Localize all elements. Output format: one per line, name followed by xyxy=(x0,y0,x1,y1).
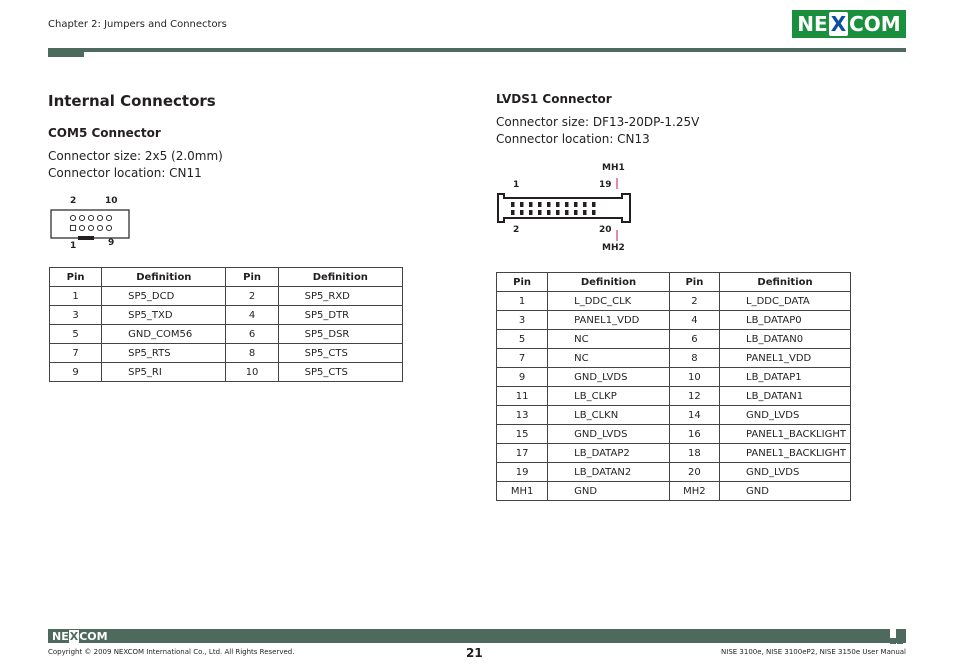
table-row xyxy=(50,325,403,344)
definition-cell: LB_DATAN0 xyxy=(720,330,851,349)
definition-cell: SP5_RXD xyxy=(278,287,402,306)
definition-cell: LB_DATAN2 xyxy=(548,463,670,482)
lvds1-title: LVDS1 Connector xyxy=(496,92,612,106)
table-row xyxy=(497,387,851,406)
com5-location: Connector location: CN11 xyxy=(48,166,202,180)
table-row xyxy=(497,444,851,463)
table-header-row xyxy=(50,268,403,287)
pin-number-cell: 4 xyxy=(669,311,719,330)
lvds1-pin-label-2: 2 xyxy=(513,225,520,235)
column-header: Pin xyxy=(50,268,102,287)
table-row xyxy=(497,292,851,311)
pin-number-cell: 2 xyxy=(226,287,278,306)
pin-number-cell: 5 xyxy=(50,325,102,344)
definition-cell: LB_DATAP2 xyxy=(548,444,670,463)
lvds1-mh2-label: MH2 xyxy=(602,243,625,253)
pin-number-cell: 14 xyxy=(669,406,719,425)
com5-size: Connector size: 2x5 (2.0mm) xyxy=(48,149,223,163)
page-title: Internal Connectors xyxy=(48,92,216,110)
com5-info xyxy=(48,148,223,182)
chapter-title: Chapter 2: Jumpers and Connectors xyxy=(48,19,227,30)
lvds1-location: Connector location: CN13 xyxy=(496,132,650,146)
lvds1-pin-label-20: 20 xyxy=(599,225,612,235)
definition-cell: GND xyxy=(548,482,670,501)
pin-number-cell: 8 xyxy=(669,349,719,368)
column-header: Pin xyxy=(497,273,548,292)
pin-number-cell: 11 xyxy=(497,387,548,406)
column-header: Definition xyxy=(720,273,851,292)
pin-number-cell: 10 xyxy=(669,368,719,387)
corner-mark-icon xyxy=(890,628,906,644)
column-header: Pin xyxy=(669,273,719,292)
pin-number-cell: 8 xyxy=(226,344,278,363)
definition-cell: GND_LVDS xyxy=(548,425,670,444)
com5-pin-label-10: 10 xyxy=(105,196,118,206)
definition-cell: PANEL1_VDD xyxy=(548,311,670,330)
copyright-text: Copyright © 2009 NEXCOM International Co., Ltd. All Rights Reserved. xyxy=(48,648,295,656)
com5-pin-label-2: 2 xyxy=(70,196,77,206)
definition-cell: L_DDC_DATA xyxy=(720,292,851,311)
pin-number-cell: 3 xyxy=(50,306,102,325)
pin-number-cell: 6 xyxy=(226,325,278,344)
pin-number-cell: 10 xyxy=(226,363,278,382)
definition-cell: SP5_DSR xyxy=(278,325,402,344)
table-header-row xyxy=(497,273,851,292)
lvds1-info xyxy=(496,114,699,148)
com5-pin-label-1: 1 xyxy=(70,241,77,251)
pin-number-cell: 15 xyxy=(497,425,548,444)
lvds1-pin-label-1: 1 xyxy=(513,180,520,190)
footer-bar xyxy=(48,629,906,643)
pin-number-cell: 7 xyxy=(497,349,548,368)
footer-logo: NEXCOM xyxy=(52,630,108,643)
definition-cell: PANEL1_VDD xyxy=(720,349,851,368)
definition-cell: LB_CLKP xyxy=(548,387,670,406)
pin-number-cell: 12 xyxy=(669,387,719,406)
pin-number-cell: 3 xyxy=(497,311,548,330)
definition-cell: GND_LVDS xyxy=(548,368,670,387)
column-header: Definition xyxy=(102,268,226,287)
definition-cell: GND_COM56 xyxy=(102,325,226,344)
definition-cell: GND_LVDS xyxy=(720,406,851,425)
pin-number-cell: 9 xyxy=(497,368,548,387)
definition-cell: LB_DATAP0 xyxy=(720,311,851,330)
nexcom-logo: NE X COM xyxy=(792,10,906,38)
table-row xyxy=(50,306,403,325)
definition-cell: PANEL1_BACKLIGHT xyxy=(720,444,851,463)
definition-cell: GND xyxy=(720,482,851,501)
column-header: Pin xyxy=(226,268,278,287)
lvds1-size: Connector size: DF13-20DP-1.25V xyxy=(496,115,700,129)
com5-title: COM5 Connector xyxy=(48,126,161,140)
pin-number-cell: 2 xyxy=(669,292,719,311)
header-tab xyxy=(48,48,84,57)
lvds1-pin-table xyxy=(496,272,851,501)
pin-number-cell: 17 xyxy=(497,444,548,463)
pin-number-cell: 18 xyxy=(669,444,719,463)
definition-cell: PANEL1_BACKLIGHT xyxy=(720,425,851,444)
page-number: 21 xyxy=(466,646,483,660)
definition-cell: L_DDC_CLK xyxy=(548,292,670,311)
lvds1-pin-label-19: 19 xyxy=(599,180,612,190)
pin-number-cell: 9 xyxy=(50,363,102,382)
column-header: Definition xyxy=(548,273,670,292)
pin-number-cell: 1 xyxy=(497,292,548,311)
definition-cell: LB_DATAN1 xyxy=(720,387,851,406)
table-row xyxy=(497,482,851,501)
definition-cell: SP5_TXD xyxy=(102,306,226,325)
definition-cell: SP5_DCD xyxy=(102,287,226,306)
table-row xyxy=(497,406,851,425)
pin-number-cell: 19 xyxy=(497,463,548,482)
table-row xyxy=(497,349,851,368)
pin-number-cell: 6 xyxy=(669,330,719,349)
definition-cell: SP5_CTS xyxy=(278,363,402,382)
pin-number-cell: 13 xyxy=(497,406,548,425)
column-header: Definition xyxy=(278,268,402,287)
definition-cell: NC xyxy=(548,330,670,349)
pin-number-cell: 4 xyxy=(226,306,278,325)
definition-cell: SP5_DTR xyxy=(278,306,402,325)
header-divider xyxy=(48,48,906,52)
definition-cell: GND_LVDS xyxy=(720,463,851,482)
pin-number-cell: 7 xyxy=(50,344,102,363)
pin-number-cell: 1 xyxy=(50,287,102,306)
table-row xyxy=(50,344,403,363)
definition-cell: LB_CLKN xyxy=(548,406,670,425)
definition-cell: NC xyxy=(548,349,670,368)
table-row xyxy=(497,463,851,482)
pin-number-cell: 16 xyxy=(669,425,719,444)
pin-number-cell: 20 xyxy=(669,463,719,482)
lvds1-mh1-label: MH1 xyxy=(602,163,625,173)
definition-cell: LB_DATAP1 xyxy=(720,368,851,387)
table-row xyxy=(50,363,403,382)
lvds1-section xyxy=(496,92,612,106)
definition-cell: SP5_CTS xyxy=(278,344,402,363)
table-row xyxy=(497,368,851,387)
pin-number-cell: 5 xyxy=(497,330,548,349)
definition-cell: SP5_RTS xyxy=(102,344,226,363)
table-row xyxy=(497,425,851,444)
definition-cell: SP5_RI xyxy=(102,363,226,382)
table-row xyxy=(497,311,851,330)
manual-title: NISE 3100e, NISE 3100eP2, NISE 3150e User Manual xyxy=(721,648,906,656)
com5-section xyxy=(48,126,161,140)
com5-pin-table xyxy=(49,267,403,382)
pin-number-cell: MH2 xyxy=(669,482,719,501)
com5-pin-diagram xyxy=(48,192,138,254)
table-row xyxy=(497,330,851,349)
pin-number-cell: MH1 xyxy=(497,482,548,501)
table-row xyxy=(50,287,403,306)
com5-pin-label-9: 9 xyxy=(108,238,115,248)
